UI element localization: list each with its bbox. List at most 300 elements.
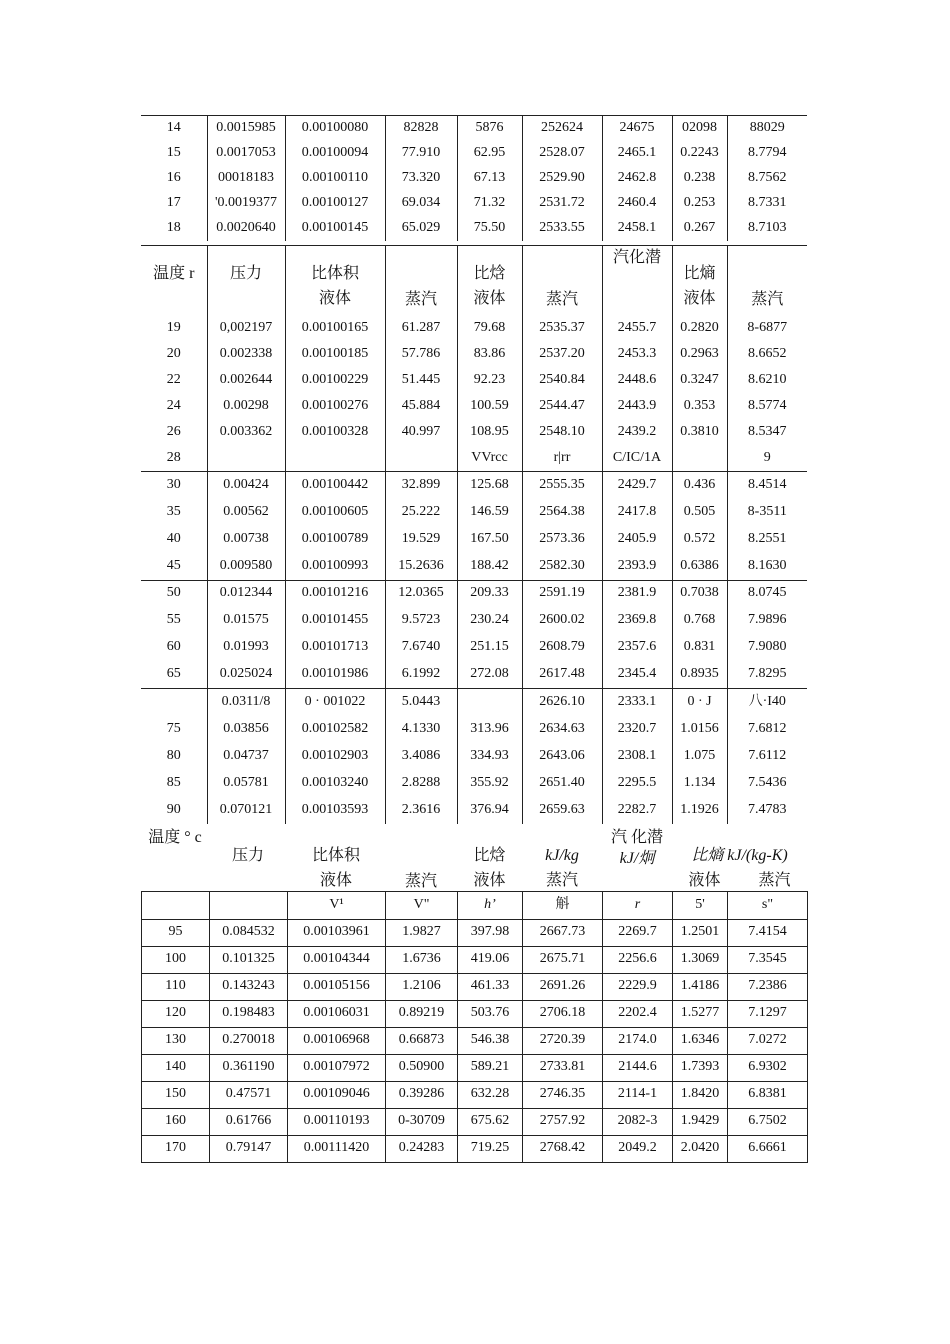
table-cell xyxy=(385,445,457,471)
table-cell: 2439.2 xyxy=(602,419,672,445)
table-cell xyxy=(285,445,385,471)
symbol-s2: s" xyxy=(728,891,808,919)
table-cell: 2617.48 xyxy=(522,661,602,688)
table-cell: 2659.63 xyxy=(522,797,602,824)
table-cell: 0.070121 xyxy=(207,797,285,824)
table-cell: 0.00100165 xyxy=(285,315,385,341)
table-cell: 2049.2 xyxy=(603,1135,673,1162)
table-cell: 252624 xyxy=(522,116,602,141)
table-cell xyxy=(141,689,207,716)
table-cell: 2634.63 xyxy=(522,716,602,743)
symbol-v1: V¹ xyxy=(288,891,386,919)
table-cell: 8.0745 xyxy=(727,580,807,607)
table-cell: 80 xyxy=(166,747,181,763)
table-cell: 0.00100110 xyxy=(285,166,385,191)
table-cell: C/IC/1A xyxy=(602,445,672,471)
table-cell: 0.00738 xyxy=(207,526,285,553)
table-cell: 2651.40 xyxy=(522,770,602,797)
table-row xyxy=(141,419,807,445)
table-cell: 675.62 xyxy=(458,1108,523,1135)
table-row xyxy=(141,445,807,471)
table-row xyxy=(142,1135,808,1162)
table-cell: 0.03856 xyxy=(207,716,285,743)
table-cell: 0.505 xyxy=(672,499,727,526)
table-cell: 0.00111420 xyxy=(288,1135,386,1162)
table-cell: 60 xyxy=(166,639,181,655)
table-row xyxy=(141,367,807,393)
table-cell: 0.0020640 xyxy=(207,216,285,241)
table-cell: 0.00100185 xyxy=(285,341,385,367)
header2-entropy-label: 比熵 kJ/(kg-K) xyxy=(691,846,788,864)
table-cell: 0.198483 xyxy=(210,1000,288,1027)
table-cell: 0.009580 xyxy=(207,553,285,580)
table-cell: 150 xyxy=(142,1081,210,1108)
table-cell: 2.3616 xyxy=(385,797,457,824)
table-cell: 2643.06 xyxy=(522,743,602,770)
table-cell: 419.06 xyxy=(458,946,523,973)
table-cell: 65.029 xyxy=(385,216,457,241)
table-cell: 18 xyxy=(166,219,181,235)
table-row xyxy=(141,499,807,526)
table-cell: 2626.10 xyxy=(522,689,602,716)
table-cell: 八·I40 xyxy=(727,689,807,716)
table-cell: 0.2243 xyxy=(672,141,727,166)
table-cell: 19.529 xyxy=(385,526,457,553)
table-cell: 45 xyxy=(166,557,181,573)
table-cell: 2381.9 xyxy=(602,580,672,607)
table-cell: 0.6386 xyxy=(672,553,727,580)
table-row xyxy=(141,526,807,553)
table-cell: 0.238 xyxy=(672,166,727,191)
table-cell: 69.034 xyxy=(385,191,457,216)
header2-pressure: 压力 xyxy=(231,846,264,864)
table-cell: 1.0156 xyxy=(672,716,727,743)
header2-entropy-vapor: 蒸汽 xyxy=(758,871,791,889)
table-cell: 2393.9 xyxy=(602,553,672,580)
table-cell: 110 xyxy=(142,973,210,1000)
symbol-row xyxy=(142,891,808,919)
table-cell: 0.00102582 xyxy=(285,716,385,743)
table-cell: 2720.39 xyxy=(523,1027,603,1054)
table-cell: 0,002197 xyxy=(207,315,285,341)
table-cell: 6.7502 xyxy=(728,1108,808,1135)
table-cell: 2202.4 xyxy=(603,1000,673,1027)
table-cell: 546.38 xyxy=(458,1027,523,1054)
table-cell: 55 xyxy=(166,612,181,628)
table-cell: 0.00100145 xyxy=(285,216,385,241)
table-cell: 2229.9 xyxy=(603,973,673,1000)
header-enthalpy-liquid: 液体 xyxy=(473,289,506,307)
table-cell: 2357.6 xyxy=(602,634,672,661)
table-cell: 0.353 xyxy=(672,393,727,419)
table-cell: 100.59 xyxy=(457,393,522,419)
header2-latent-unit: kJ/炯 xyxy=(619,849,655,867)
table-cell: 2144.6 xyxy=(603,1054,673,1081)
table-cell: 9 xyxy=(727,445,807,471)
header2-enthalpy-liquid: 液体 xyxy=(473,871,506,889)
table-row xyxy=(141,141,807,166)
table-cell: 2591.19 xyxy=(522,580,602,607)
header2-temp: 温度 ° c xyxy=(148,828,202,846)
table-cell: 7.6740 xyxy=(385,634,457,661)
table-cell: 2582.30 xyxy=(522,553,602,580)
table-cell xyxy=(672,445,727,471)
table-cell: 24 xyxy=(166,397,181,413)
table-cell: 0.66873 xyxy=(386,1027,458,1054)
table-cell: 8.1630 xyxy=(727,553,807,580)
table-header-1 xyxy=(141,245,807,316)
table-row xyxy=(141,716,807,743)
table-cell: 0.00100442 xyxy=(285,472,385,499)
table-cell: 15 xyxy=(166,144,181,160)
table-cell: 8.6210 xyxy=(727,367,807,393)
table-cell: 2405.9 xyxy=(602,526,672,553)
table-cell: 0.267 xyxy=(672,216,727,241)
table-row xyxy=(142,919,808,946)
table-cell: 2528.07 xyxy=(522,141,602,166)
table-cell: 0.00100328 xyxy=(285,419,385,445)
table-cell: 71.32 xyxy=(457,191,522,216)
table-cell: 2608.79 xyxy=(522,634,602,661)
table-cell: 719.25 xyxy=(458,1135,523,1162)
table-cell: 0.025024 xyxy=(207,661,285,688)
table-cell: 0.101325 xyxy=(210,946,288,973)
table-cell: 170 xyxy=(142,1135,210,1162)
table-cell: 0.572 xyxy=(672,526,727,553)
table-row xyxy=(141,191,807,216)
table-cell: 2448.6 xyxy=(602,367,672,393)
symbol-v2: V" xyxy=(386,891,458,919)
table-cell: 00018183 xyxy=(207,166,285,191)
table-cell: 1.2106 xyxy=(386,973,458,1000)
table-cell: 8.6652 xyxy=(727,341,807,367)
table-block-1 xyxy=(141,115,807,241)
symbol-h2: 斛 xyxy=(523,891,603,919)
table-cell: 92.23 xyxy=(457,367,522,393)
table-row xyxy=(141,216,807,241)
table-cell: 7.4783 xyxy=(727,797,807,824)
table-cell: 2675.71 xyxy=(523,946,603,973)
table-cell: 0.89219 xyxy=(386,1000,458,1027)
header2-enthalpy-unit-label: kJ/kg xyxy=(545,846,579,864)
table-cell: 0.00562 xyxy=(207,499,285,526)
table-cell: 589.21 xyxy=(458,1054,523,1081)
table-cell: 40 xyxy=(166,530,181,546)
header-pressure: 压力 xyxy=(207,245,285,315)
table-row xyxy=(141,341,807,367)
table-cell: 2114-1 xyxy=(603,1081,673,1108)
table-cell: 2.8288 xyxy=(385,770,457,797)
table-cell: 397.98 xyxy=(458,919,523,946)
table-cell: 209.33 xyxy=(457,580,522,607)
table-cell: 2174.0 xyxy=(603,1027,673,1054)
table-cell: 0.768 xyxy=(672,607,727,634)
header-enthalpy xyxy=(457,245,522,315)
header2-entropy xyxy=(672,828,807,891)
table-cell: 2082-3 xyxy=(603,1108,673,1135)
table-cell: 2256.6 xyxy=(603,946,673,973)
table-cell: 2453.3 xyxy=(602,341,672,367)
table-cell: 2369.8 xyxy=(602,607,672,634)
table-cell: 90 xyxy=(166,801,181,817)
header2-latent-label: 汽 化潜 xyxy=(610,828,663,846)
table-cell: 16 xyxy=(166,169,181,185)
table-cell: 1.4186 xyxy=(673,973,728,1000)
table-cell: 1.3069 xyxy=(673,946,728,973)
table-cell: 0.00103961 xyxy=(288,919,386,946)
table-cell: 108.95 xyxy=(457,419,522,445)
table-cell: 0.0015985 xyxy=(207,116,285,141)
table-cell: 19 xyxy=(166,319,181,335)
table-cell: 28 xyxy=(166,449,181,465)
table-cell: 7.5436 xyxy=(727,770,807,797)
table-cell: 0.3247 xyxy=(672,367,727,393)
table-cell: 0.253 xyxy=(672,191,727,216)
table-row xyxy=(141,393,807,419)
table-cell: 0.00103240 xyxy=(285,770,385,797)
table-cell: 62.95 xyxy=(457,141,522,166)
header2-enthalpy-vapor: 蒸汽 xyxy=(545,871,578,889)
header2-latent xyxy=(602,828,672,891)
table-cell: 2458.1 xyxy=(602,216,672,241)
table-cell: 2691.26 xyxy=(523,973,603,1000)
table-cell: 6.8381 xyxy=(728,1081,808,1108)
table-cell: 251.15 xyxy=(457,634,522,661)
table-cell: 0.00101986 xyxy=(285,661,385,688)
table-cell: 0.01993 xyxy=(207,634,285,661)
table-cell: 0.0017053 xyxy=(207,141,285,166)
table-cell: 1.5277 xyxy=(673,1000,728,1027)
table-cell: 2600.02 xyxy=(522,607,602,634)
table-cell: 2733.81 xyxy=(523,1054,603,1081)
table-cell: 24675 xyxy=(602,116,672,141)
table-cell: 7.8295 xyxy=(727,661,807,688)
table-row xyxy=(141,315,807,341)
table-cell: 140 xyxy=(142,1054,210,1081)
table-cell: 7.0272 xyxy=(728,1027,808,1054)
table-block-3 xyxy=(141,471,807,580)
table-cell: 0.00110193 xyxy=(288,1108,386,1135)
header2-entropy-sub xyxy=(672,871,807,890)
table-cell: 1.075 xyxy=(672,743,727,770)
table-cell: 35 xyxy=(166,503,181,519)
table-cell: 0 · J xyxy=(672,689,727,716)
table-cell: 0.24283 xyxy=(386,1135,458,1162)
table-cell: 0.00101216 xyxy=(285,580,385,607)
table-cell: 0.00100229 xyxy=(285,367,385,393)
table-cell: 167.50 xyxy=(457,526,522,553)
table-cell: 0.00100605 xyxy=(285,499,385,526)
table-cell: 0.3810 xyxy=(672,419,727,445)
table-cell: 30 xyxy=(166,476,181,492)
table-cell: 2746.35 xyxy=(523,1081,603,1108)
table-cell: 0.00101455 xyxy=(285,607,385,634)
table-cell: 0.39286 xyxy=(386,1081,458,1108)
symbol-cell-empty-1 xyxy=(142,891,210,919)
table-cell: 7.2386 xyxy=(728,973,808,1000)
table-cell: 79.68 xyxy=(457,315,522,341)
table-cell: 8-6877 xyxy=(727,315,807,341)
table-cell: 0.05781 xyxy=(207,770,285,797)
table-cell: 57.786 xyxy=(385,341,457,367)
table-row xyxy=(142,1000,808,1027)
table-cell: 61.287 xyxy=(385,315,457,341)
table-cell: 2531.72 xyxy=(522,191,602,216)
table-row xyxy=(141,580,807,607)
table-cell: 2462.8 xyxy=(602,166,672,191)
header2-enthalpy-unit xyxy=(522,828,602,891)
table-cell: 2333.1 xyxy=(602,689,672,716)
table-row xyxy=(142,1081,808,1108)
table-cell: 503.76 xyxy=(458,1000,523,1027)
table-cell: 0.00101713 xyxy=(285,634,385,661)
table-cell: 2417.8 xyxy=(602,499,672,526)
table-row xyxy=(142,946,808,973)
table-cell: 0.2820 xyxy=(672,315,727,341)
table-cell: 1.134 xyxy=(672,770,727,797)
table-cell: 0.00105156 xyxy=(288,973,386,1000)
table-cell: 2269.7 xyxy=(603,919,673,946)
table-cell: 0.831 xyxy=(672,634,727,661)
table-cell: 1.7393 xyxy=(673,1054,728,1081)
table-cell: 125.68 xyxy=(457,472,522,499)
table-cell: 0.003362 xyxy=(207,419,285,445)
table-cell: 75 xyxy=(166,720,181,736)
table-cell: 8.5774 xyxy=(727,393,807,419)
table-cell: 2757.92 xyxy=(523,1108,603,1135)
header-entropy-liquid: 液体 xyxy=(683,289,716,307)
table-cell: 0.00298 xyxy=(207,393,285,419)
header-enthalpy-label: 比焓 xyxy=(473,264,506,282)
table-cell: 8.7794 xyxy=(727,141,807,166)
table-cell: 7.1297 xyxy=(728,1000,808,1027)
table-cell xyxy=(457,689,522,716)
table-cell: 0.00107972 xyxy=(288,1054,386,1081)
table-cell: 6.6661 xyxy=(728,1135,808,1162)
table-cell: 2540.84 xyxy=(522,367,602,393)
table-row xyxy=(141,116,807,141)
table-cell: 2529.90 xyxy=(522,166,602,191)
header-latent: 汽化潜 xyxy=(602,245,672,315)
table-cell: 2555.35 xyxy=(522,472,602,499)
table-cell: 12.0365 xyxy=(385,580,457,607)
table-cell: 6.1992 xyxy=(385,661,457,688)
table-cell: 2.0420 xyxy=(673,1135,728,1162)
table-block-4 xyxy=(141,580,807,689)
table-cell: 65 xyxy=(166,666,181,682)
table-cell: 2667.73 xyxy=(523,919,603,946)
table-row xyxy=(142,1027,808,1054)
table-cell: 0.00106968 xyxy=(288,1027,386,1054)
steam-table-page xyxy=(141,115,807,1163)
table-cell: 2706.18 xyxy=(523,1000,603,1027)
table-cell: 0.143243 xyxy=(210,973,288,1000)
table-cell: 2455.7 xyxy=(602,315,672,341)
table-cell: 0.270018 xyxy=(210,1027,288,1054)
table-cell: 313.96 xyxy=(457,716,522,743)
table-cell: 632.28 xyxy=(458,1081,523,1108)
table-cell: 8.4514 xyxy=(727,472,807,499)
table-cell: 95 xyxy=(142,919,210,946)
header-temp: 温度 r xyxy=(141,245,207,315)
table-row xyxy=(141,689,807,716)
table-cell: 22 xyxy=(166,371,181,387)
table-cell: 0.7038 xyxy=(672,580,727,607)
table-cell: 334.93 xyxy=(457,743,522,770)
table-cell: 3.4086 xyxy=(385,743,457,770)
table-cell: 82828 xyxy=(385,116,457,141)
table-cell: 1.9827 xyxy=(386,919,458,946)
table-cell: 50 xyxy=(166,585,181,601)
table-cell: 2535.37 xyxy=(522,315,602,341)
header2-volume-label: 比体积 xyxy=(311,846,360,864)
table-row xyxy=(141,166,807,191)
table-cell: 88029 xyxy=(727,116,807,141)
table-cell: 1.8420 xyxy=(673,1081,728,1108)
table-cell: 25.222 xyxy=(385,499,457,526)
table-cell: 376.94 xyxy=(457,797,522,824)
table-cell: 6.9302 xyxy=(728,1054,808,1081)
table-cell: 2308.1 xyxy=(602,743,672,770)
table-cell: 8.5347 xyxy=(727,419,807,445)
table-cell: 2544.47 xyxy=(522,393,602,419)
table-row xyxy=(142,1108,808,1135)
table-cell: 2768.42 xyxy=(523,1135,603,1162)
table-row xyxy=(141,797,807,824)
table-cell: 120 xyxy=(142,1000,210,1027)
table-cell: 2537.20 xyxy=(522,341,602,367)
table-cell: 0.00106031 xyxy=(288,1000,386,1027)
table-cell: 0.00100094 xyxy=(285,141,385,166)
table-cell: 0.04737 xyxy=(207,743,285,770)
table-cell: 45.884 xyxy=(385,393,457,419)
table-cell: 83.86 xyxy=(457,341,522,367)
table-cell: 7.4154 xyxy=(728,919,808,946)
table-block-5 xyxy=(141,688,807,824)
table-cell: 0.436 xyxy=(672,472,727,499)
table-cell: 73.320 xyxy=(385,166,457,191)
header-entropy xyxy=(672,245,727,315)
table-cell: 0.361190 xyxy=(210,1054,288,1081)
table-cell: 0.79147 xyxy=(210,1135,288,1162)
table-cell: 8.7562 xyxy=(727,166,807,191)
header2-volume-liquid: 液体 xyxy=(319,871,352,889)
table-cell: 0.00100993 xyxy=(285,553,385,580)
table-cell: 7.6112 xyxy=(727,743,807,770)
table-cell: 5876 xyxy=(457,116,522,141)
header-entropy-label: 比熵 xyxy=(683,264,716,282)
table-cell: 0.00100276 xyxy=(285,393,385,419)
table-cell: 100 xyxy=(142,946,210,973)
table-cell: VVrcc xyxy=(457,445,522,471)
symbol-r: r xyxy=(603,891,673,919)
table-row xyxy=(142,1054,808,1081)
table-cell: 7.9896 xyxy=(727,607,807,634)
header-volume-label: 比体积 xyxy=(310,264,359,282)
table-cell: 0.00104344 xyxy=(288,946,386,973)
table-cell: 17 xyxy=(166,194,181,210)
table-cell: 14 xyxy=(141,116,207,141)
table-cell: 0.00100080 xyxy=(285,116,385,141)
table-cell: 0.00109046 xyxy=(288,1081,386,1108)
table-cell: 8.7103 xyxy=(727,216,807,241)
header-volume-liquid: 液体 xyxy=(318,289,351,307)
table-cell: 51.445 xyxy=(385,367,457,393)
header2-enthalpy-label: 比焓 xyxy=(473,846,506,864)
table-cell: 7.6812 xyxy=(727,716,807,743)
table-cell: 26 xyxy=(166,423,181,439)
table-cell: 7.3545 xyxy=(728,946,808,973)
